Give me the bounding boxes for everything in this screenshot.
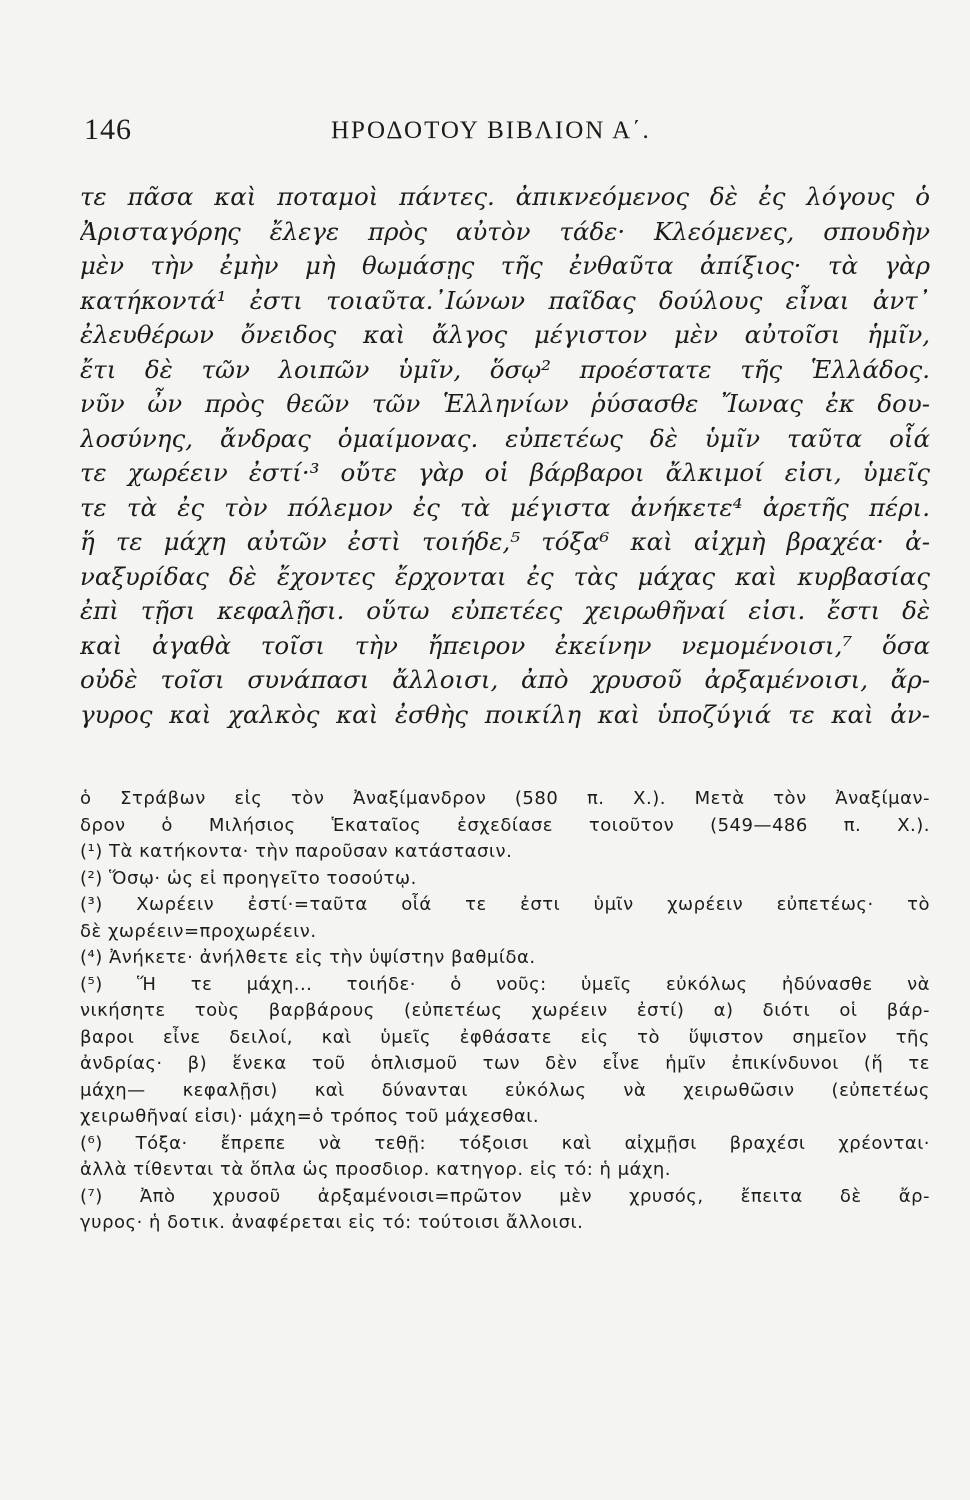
footnote-line: νικήσητε τοὺς βαρβάρους (εὐπετέως χωρέειν ἐστί) α) διότι οἱ βάρ- <box>80 1000 930 1021</box>
main-text-line: Ἀρισταγόρης ἔλεγε πρὸς αὐτὸν τάδε· Κλεόμενες, σπουδὴν <box>80 216 930 246</box>
main-text-line: ναξυρίδας δὲ ἔχοντες ἔρχονται ἐς τὰς μάχας καὶ κυρβασίας <box>80 561 930 591</box>
main-text-line: ἐπὶ τῇσι κεφαλῇσι. οὕτω εὐπετέες χειρωθῆναί εἰσι. ἔστι δὲ <box>80 596 930 625</box>
main-text-line: μὲν τὴν ἐμὴν μὴ θωμάσῃς τῆς ἐνθαῦτα ἀπίξιος· τὰ γὰρ <box>80 251 930 280</box>
footnote-line: (³) Χωρέειν ἐστί·=ταῦτα οἷά τε ἐστι ὑμῖν χωρέειν εὐπετέως· τὸ <box>80 894 930 915</box>
page-number: 146 <box>84 113 132 146</box>
main-text-line: ἐλευθέρων ὄνειδος καὶ ἄλγος μέγιστον μὲν αὐτοῖσι ἡμῖν, <box>80 320 930 349</box>
footnote-line: δὲ χωρέειν=προχωρέειν. <box>80 920 317 942</box>
footnote-line: ἀνδρίας· β) ἕνεκα τοῦ ὁπλισμοῦ των δὲν εἶνε ἡμῖν ἐπικίνδυνοι (ἥ τε <box>80 1053 930 1074</box>
main-text-line: γυρος καὶ χαλκὸς καὶ ἐσθὴς ποικίλη καὶ ὑποζύγιά τε καὶ ἀν- <box>80 699 930 729</box>
footnote-line: μάχη— κεφαλῇσι) καὶ δύνανται εὐκόλως νὰ χειρωθῶσιν (εὐπετέως <box>80 1079 930 1101</box>
main-text-line: κατήκοντά¹ ἐστι τοιαῦτα.᾿Ιώνων παῖδας δούλους εἶναι ἀντ᾿ <box>80 285 930 315</box>
footnote-line: ὁ Στράβων εἰς τὸν Ἀναξίμανδρον (580 π. Χ.). Μετὰ τὸν Ἀναξίμαν- <box>80 788 930 809</box>
main-text-line: τε χωρέειν ἐστί·³ οὔτε γὰρ οἱ βάρβαροι ἄλκιμοί εἰσι, ὑμεῖς <box>80 458 930 487</box>
main-text-line: νῦν ὦν πρὸς θεῶν τῶν Ἑλληνίων ῥύσασθε Ἴωνας ἐκ δου- <box>80 389 930 418</box>
footnote-line: (⁵) Ἥ τε μάχη... τοιήδε· ὁ νοῦς: ὑμεῖς εὐκόλως ἠδύνασθε νὰ <box>80 973 930 995</box>
footnote-line: ἀλλὰ τίθενται τὰ ὅπλα ὡς προσδιορ. κατηγορ. εἰς τό: ἡ μάχη. <box>80 1159 672 1180</box>
running-title: ΗΡΟΔΟΤΟΥ ΒΙΒΛΙΟΝ Α΄. <box>331 117 651 144</box>
main-text-line: ἔτι δὲ τῶν λοιπῶν ὑμῖν, ὅσῳ² προέστατε τῆς Ἑλλάδος. <box>80 354 930 384</box>
page-header <box>84 113 884 153</box>
footnote-line: βαροι εἶνε δειλοί, καὶ ὑμεῖς ἐφθάσατε εἰς τὸ ὕψιστον σημεῖον τῆς <box>80 1026 930 1048</box>
footnote-line: (¹) Τὰ κατήκοντα· τὴν παροῦσαν κατάστασιν. <box>80 841 513 862</box>
main-text-block <box>80 180 930 732</box>
main-text-line: τε τὰ ἐς τὸν πόλεμον ἐς τὰ μέγιστα ἀνήκετε⁴ ἀρετῆς πέρι. <box>80 492 930 522</box>
main-text-line: τε πᾶσα καὶ ποταμοὶ πάντες. ἀπικνεόμενος δὲ ἐς λόγους ὁ <box>80 182 930 211</box>
footnotes-block <box>80 786 930 1237</box>
main-text-line: ἥ τε μάχη αὐτῶν ἐστὶ τοιήδε,⁵ τόξα⁶ καὶ αἰχμὴ βραχέα· ἀ- <box>80 527 930 556</box>
footnote-line: δρον ὁ Μιλήσιος Ἑκαταῖος ἐσχεδίασε τοιοῦτον (549—486 π. Χ.). <box>80 814 930 836</box>
main-text-line: οὐδὲ τοῖσι συνάπασι ἄλλοισι, ἀπὸ χρυσοῦ ἀρξαμένοισι, ἄρ- <box>80 665 930 694</box>
main-text-line: καὶ ἀγαθὰ τοῖσι τὴν ἤπειρον ἐκείνην νεμομένοισι,⁷ ὅσα <box>80 630 930 660</box>
footnote-line: (⁷) Ἀπὸ χρυσοῦ ἀρξαμένοισι=πρῶτον μὲν χρυσός, ἔπειτα δὲ ἄρ- <box>80 1185 930 1207</box>
footnote-line: χειρωθῆναί εἰσι)· μάχη=ὁ τρόπος τοῦ μάχεσθαι. <box>80 1106 540 1127</box>
footnote-line: γυρος· ἡ δοτικ. ἀναφέρεται εἰς τό: τούτοισι ἄλλοισι. <box>80 1212 584 1233</box>
footnote-line: (²) Ὅσῳ· ὡς εἰ προηγεῖτο τοσούτῳ. <box>80 867 417 889</box>
footnote-line: (⁶) Τόξα· ἔπρεπε νὰ τεθῇ: τόξοισι καὶ αἰχμῇσι βραχέσι χρέονται· <box>80 1132 930 1154</box>
main-text-line: λοσύνης, ἄνδρας ὁμαίμονας. εὐπετέως δὲ ὑμῖν ταῦτα οἷά <box>80 423 930 453</box>
footnote-line: (⁴) Ἀνήκετε· ἀνήλθετε εἰς τὴν ὑψίστην βαθμίδα. <box>80 947 536 968</box>
